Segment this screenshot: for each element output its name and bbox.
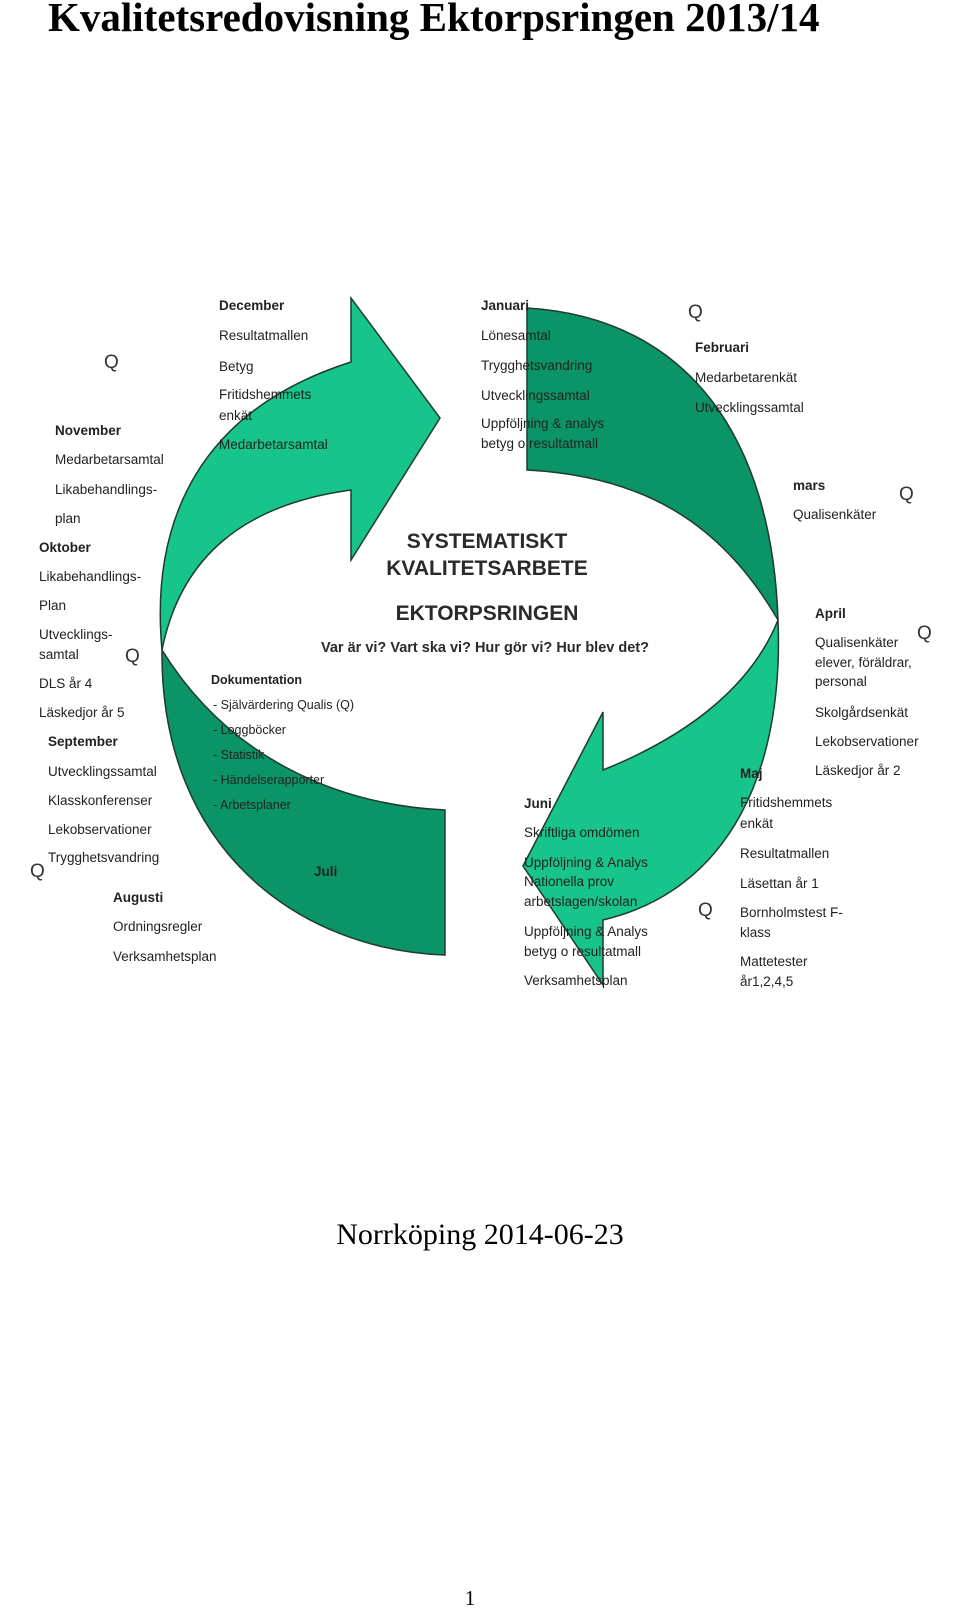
month-november: [55, 423, 164, 526]
month-name: Februari: [695, 340, 750, 355]
dokumentation-item: - Loggböcker: [213, 723, 286, 737]
month-item: Medarbetarenkät: [695, 370, 798, 385]
month-item: personal: [815, 674, 867, 689]
q-marker-april: Q: [917, 623, 932, 644]
month-item: Lekobservationer: [815, 734, 919, 749]
month-item: Medarbetarsamtal: [219, 437, 328, 452]
month-item: enkät: [219, 408, 253, 423]
month-item: Nationella prov: [524, 874, 615, 889]
dokumentation-item: - Statistik: [213, 748, 265, 762]
month-item: enkät: [740, 816, 774, 831]
month-item: Läskedjor år 5: [39, 705, 125, 720]
month-item: plan: [55, 511, 81, 526]
month-name: Oktober: [39, 540, 91, 555]
diagram-title-line1: SYSTEMATISKT: [406, 530, 568, 553]
dokumentation-item: - Arbetsplaner: [213, 798, 291, 812]
dokumentation-heading: Dokumentation: [211, 673, 302, 687]
month-name: November: [55, 423, 122, 438]
arrow-lower-left: [162, 650, 445, 955]
month-item: arbetslagen/skolan: [524, 894, 638, 909]
month-item: Läskedjor år 2: [815, 763, 901, 778]
dokumentation-item: - Självärdering Qualis (Q): [213, 698, 355, 712]
month-item: Uppföljning & analys: [481, 416, 605, 431]
month-item: Utvecklingssamtal: [481, 388, 590, 403]
month-name: Juni: [524, 796, 552, 811]
month-item: Likabehandlings-: [39, 569, 142, 584]
month-september: [48, 734, 159, 865]
q-marker-maj: Q: [698, 900, 713, 921]
month-item: Utvecklingssamtal: [695, 400, 804, 415]
page-number: 1: [464, 1586, 476, 1610]
q-marker-september: Q: [30, 861, 45, 882]
month-item: Bornholmstest F-: [740, 905, 843, 920]
month-name: mars: [793, 478, 826, 493]
month-item: Qualisenkäter: [793, 507, 877, 522]
month-item: Ordningsregler: [113, 919, 203, 934]
month-name: Augusti: [113, 890, 164, 905]
month-item: Medarbetarsamtal: [55, 452, 164, 467]
month-item: Mattetester: [740, 954, 808, 969]
month-item: Trygghetsvandring: [48, 850, 160, 865]
month-item: Trygghetsvandring: [481, 358, 593, 373]
month-item: år1,2,4,5: [740, 974, 794, 989]
month-maj: [740, 766, 843, 989]
month-item: betyg o resultatmall: [524, 944, 642, 959]
month-april: [815, 606, 919, 778]
month-item: Utvecklings-: [39, 627, 113, 642]
q-marker-november: Q: [104, 352, 119, 373]
month-item: Resultatmallen: [219, 328, 309, 343]
month-item: Likabehandlings-: [55, 482, 158, 497]
month-item: Resultatmallen: [740, 846, 830, 861]
month-item: Lönesamtal: [481, 328, 551, 343]
month-item: elever, föräldrar,: [815, 655, 912, 670]
diagram-title-line2: KVALITETSARBETE: [386, 557, 588, 580]
arrow-upper-left: [160, 298, 440, 650]
month-augusti: [113, 890, 217, 964]
month-item: Qualisenkäter: [815, 635, 899, 650]
month-name: Januari: [481, 298, 530, 313]
month-item: Betyg: [219, 359, 254, 374]
month-februari: [695, 340, 804, 415]
month-oktober: [39, 540, 141, 720]
month-item: Fritidshemmets: [740, 795, 833, 810]
month-item: betyg o resultatmall: [481, 436, 599, 451]
month-item: Skriftliga omdömen: [524, 825, 640, 840]
month-item: Verksamhetsplan: [113, 949, 217, 964]
month-name: December: [219, 298, 285, 313]
month-mars: [793, 478, 877, 522]
month-item: Fritidshemmets: [219, 387, 312, 402]
month-name: Maj: [740, 766, 763, 781]
q-marker-oktober: Q: [125, 646, 140, 667]
month-name: September: [48, 734, 118, 749]
diagram-questions: Var är vi? Vart ska vi? Hur gör vi? Hur blev det?: [321, 640, 649, 656]
q-marker-februari: Q: [688, 302, 703, 323]
month-item: Uppföljning & Analys: [524, 855, 648, 870]
place-date: Norrköping 2014-06-23: [336, 1218, 624, 1251]
q-marker-mars: Q: [899, 484, 914, 505]
document-title: Kvalitetsredovisning Ektorpsringen 2013/14: [48, 0, 820, 40]
month-item: klass: [740, 925, 771, 940]
month-item: Plan: [39, 598, 67, 613]
month-item: Läsettan år 1: [740, 876, 819, 891]
month-name: April: [815, 606, 846, 621]
dokumentation-item: - Händelserapporter: [213, 773, 325, 787]
month-item: Uppföljning & Analys: [524, 924, 648, 939]
month-item: DLS år 4: [39, 676, 93, 691]
month-item: Utvecklingssamtal: [48, 764, 157, 779]
month-item: Lekobservationer: [48, 822, 152, 837]
month-item: Skolgårdsenkät: [815, 705, 909, 720]
month-juli: Juli: [314, 864, 338, 879]
diagram-subtitle: EKTORPSRINGEN: [395, 602, 579, 625]
month-item: Verksamhetsplan: [524, 973, 628, 988]
month-item: Klasskonferenser: [48, 793, 153, 808]
month-item: samtal: [39, 647, 79, 662]
